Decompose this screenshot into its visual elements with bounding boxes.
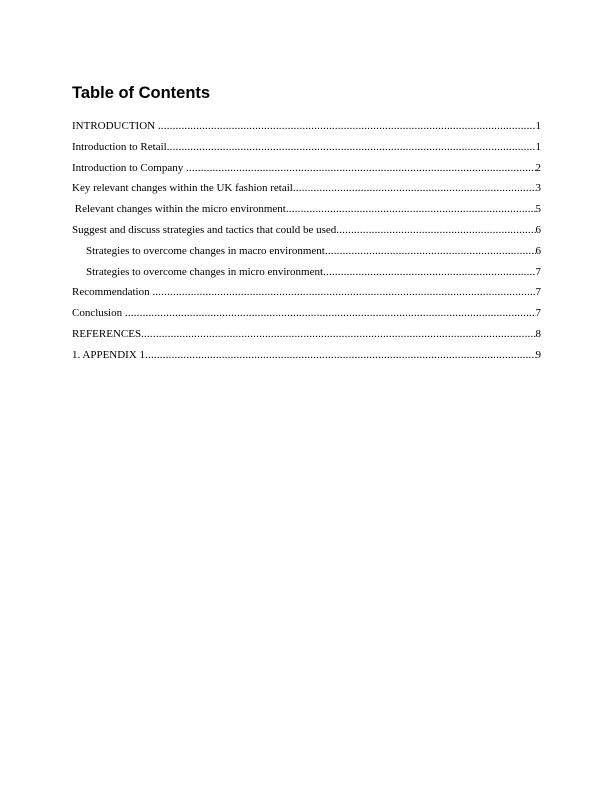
toc-entry-label: Strategies to overcome changes in micro environment xyxy=(86,265,324,278)
toc-entry-label: REFERENCES xyxy=(72,327,142,340)
toc-page-number: 3 xyxy=(535,182,541,195)
toc-entry-label: Introduction to Company xyxy=(72,161,186,174)
toc-entry-strategies-and-tactics[interactable] xyxy=(72,220,541,241)
toc-dot-leader xyxy=(325,241,536,262)
toc-page-number: 6 xyxy=(535,244,541,257)
toc-page-number: 7 xyxy=(535,265,541,278)
toc-dot-leader xyxy=(145,345,535,366)
toc-entry-introduction-to-retail[interactable] xyxy=(72,137,541,158)
toc-entry-micro-strategies[interactable] xyxy=(72,262,541,283)
toc-entry-macro-strategies[interactable] xyxy=(72,241,541,262)
toc-entry-label: Recommendation xyxy=(72,286,153,299)
toc-heading: Table of Contents xyxy=(72,84,211,102)
toc-entry-label: Introduction to Retail xyxy=(72,140,167,153)
toc-list xyxy=(72,116,541,366)
toc-entry-introduction-to-company[interactable] xyxy=(72,158,541,179)
toc-dot-leader xyxy=(152,282,535,303)
toc-dot-leader xyxy=(293,178,536,199)
toc-entry-label: Key relevant changes within the UK fashion retail xyxy=(72,182,293,195)
toc-entry-conclusion[interactable] xyxy=(72,303,541,324)
toc-entry-key-relevant-changes[interactable] xyxy=(72,178,541,199)
toc-dot-leader xyxy=(167,137,536,158)
toc-entry-micro-environment-changes[interactable] xyxy=(72,199,541,220)
toc-entry-label: Relevant changes within the micro environment xyxy=(72,203,286,216)
toc-entry-introduction[interactable] xyxy=(72,116,541,137)
toc-entry-references[interactable] xyxy=(72,324,541,345)
toc-dot-leader xyxy=(286,199,536,220)
toc-entry-label: Suggest and discuss strategies and tactics that could be used xyxy=(72,223,337,236)
toc-page-number: 2 xyxy=(535,161,541,174)
toc-page-number: 8 xyxy=(535,327,541,340)
toc-dot-leader xyxy=(323,262,535,283)
toc-dot-leader xyxy=(125,303,536,324)
toc-entry-appendix-1[interactable] xyxy=(72,345,541,366)
toc-entry-label: 1. APPENDIX 1 xyxy=(72,348,146,361)
toc-page-number: 5 xyxy=(535,203,541,216)
toc-page-number: 1 xyxy=(535,120,541,132)
toc-page-number: 6 xyxy=(535,223,541,236)
toc-entry-recommendation[interactable] xyxy=(72,282,541,303)
toc-dot-leader xyxy=(336,220,535,241)
toc-entry-label: INTRODUCTION xyxy=(72,120,158,132)
toc-entry-label: Conclusion xyxy=(72,307,125,320)
toc-dot-leader xyxy=(141,324,535,345)
toc-dot-leader xyxy=(158,116,536,137)
toc-dot-leader xyxy=(186,158,536,179)
toc-entry-label: Strategies to overcome changes in macro environment xyxy=(86,244,325,257)
toc-page-number: 1 xyxy=(535,140,541,153)
toc-page-number: 7 xyxy=(535,286,541,299)
toc-page-number: 9 xyxy=(535,348,541,361)
toc-page-number: 7 xyxy=(535,307,541,320)
